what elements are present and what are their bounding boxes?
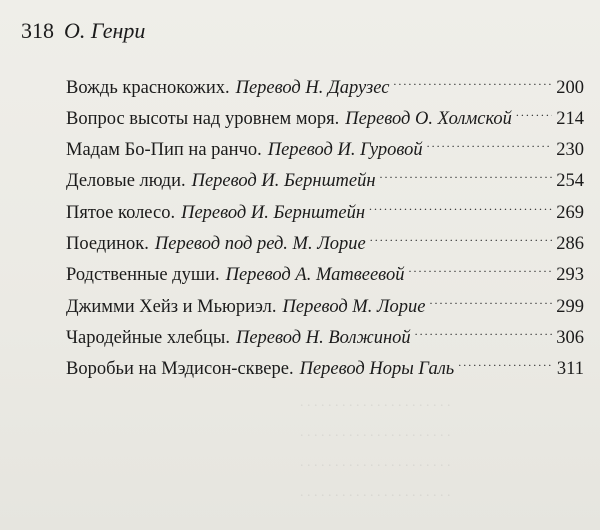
toc-entry-translator: Перевод О. Холмской (345, 108, 512, 129)
toc-entry-title: Деловые люди. (66, 171, 186, 192)
toc-entry (66, 74, 584, 105)
dot-leader (370, 230, 552, 249)
toc-entry (66, 168, 584, 199)
toc-entry (66, 262, 584, 293)
toc-entry-translator: Перевод Норы Галь (299, 359, 455, 380)
dot-leader (429, 293, 552, 312)
toc-entry-translator: Перевод Н. Волжиной (235, 327, 411, 348)
dot-leader (393, 74, 552, 93)
page-number: 318 (21, 18, 54, 43)
toc-entry-translator: Перевод М. Лорие (282, 296, 426, 317)
table-of-contents (66, 74, 584, 387)
toc-entry-translator: Перевод А. Матвеевой (225, 265, 405, 286)
dot-leader (380, 168, 552, 187)
toc-entry (66, 230, 584, 261)
toc-entry (66, 105, 584, 136)
toc-entry (66, 293, 584, 324)
toc-entry (66, 137, 584, 168)
toc-entry (66, 199, 584, 230)
show-through-line: . . . . . . . . . . . . . . . . . . . . . . (300, 395, 451, 410)
toc-entry-page: 214 (556, 108, 584, 129)
toc-entry-page: 254 (556, 171, 584, 192)
running-head-author: О. Генри (64, 18, 146, 43)
toc-entry (66, 356, 584, 387)
toc-entry-page: 306 (556, 327, 584, 348)
toc-entry-translator: Перевод Н. Дарузес (235, 77, 390, 98)
toc-entry-page: 200 (556, 77, 584, 98)
toc-entry-title: Вопрос высоты над уровнем моря. (66, 108, 340, 129)
toc-entry-translator: Перевод под ред. М. Лорие (154, 233, 366, 254)
toc-entry-title: Воробьи на Мэдисон-сквере. (66, 359, 294, 380)
toc-entry (66, 324, 584, 355)
toc-entry-page: 311 (556, 359, 584, 380)
show-through-line: . . . . . . . . . . . . . . . . . . . . . . (300, 485, 451, 500)
toc-entry-title: Чародейные хлебцы. (66, 327, 230, 348)
dot-leader (408, 262, 552, 281)
toc-entry-title: Родственные души. (66, 265, 220, 286)
show-through-line: . . . . . . . . . . . . . . . . . . . . . . (300, 455, 451, 470)
toc-entry-title: Пятое колесо. (66, 202, 176, 223)
dot-leader (415, 324, 552, 343)
show-through-line: . . . . . . . . . . . . . . . . . . . . . . (300, 425, 451, 440)
toc-entry-title: Джимми Хейз и Мьюриэл. (66, 296, 277, 317)
dot-leader (458, 356, 552, 375)
dot-leader (516, 105, 552, 124)
toc-entry-page: 286 (556, 233, 584, 254)
toc-entry-page: 269 (556, 202, 584, 223)
dot-leader (369, 199, 552, 218)
toc-entry-translator: Перевод И. Бернштейн (181, 202, 366, 223)
dot-leader (427, 137, 552, 156)
toc-entry-page: 230 (556, 140, 584, 161)
toc-entry-page: 299 (556, 296, 584, 317)
toc-entry-title: Вождь краснокожих. (66, 77, 230, 98)
toc-entry-translator: Перевод И. Бернштейн (191, 171, 376, 192)
toc-entry-title: Мадам Бо-Пип на ранчо. (66, 140, 262, 161)
toc-entry-translator: Перевод И. Гуровой (267, 140, 423, 161)
toc-entry-title: Поединок. (66, 233, 149, 254)
running-head (21, 16, 145, 46)
toc-entry-page: 293 (556, 265, 584, 286)
